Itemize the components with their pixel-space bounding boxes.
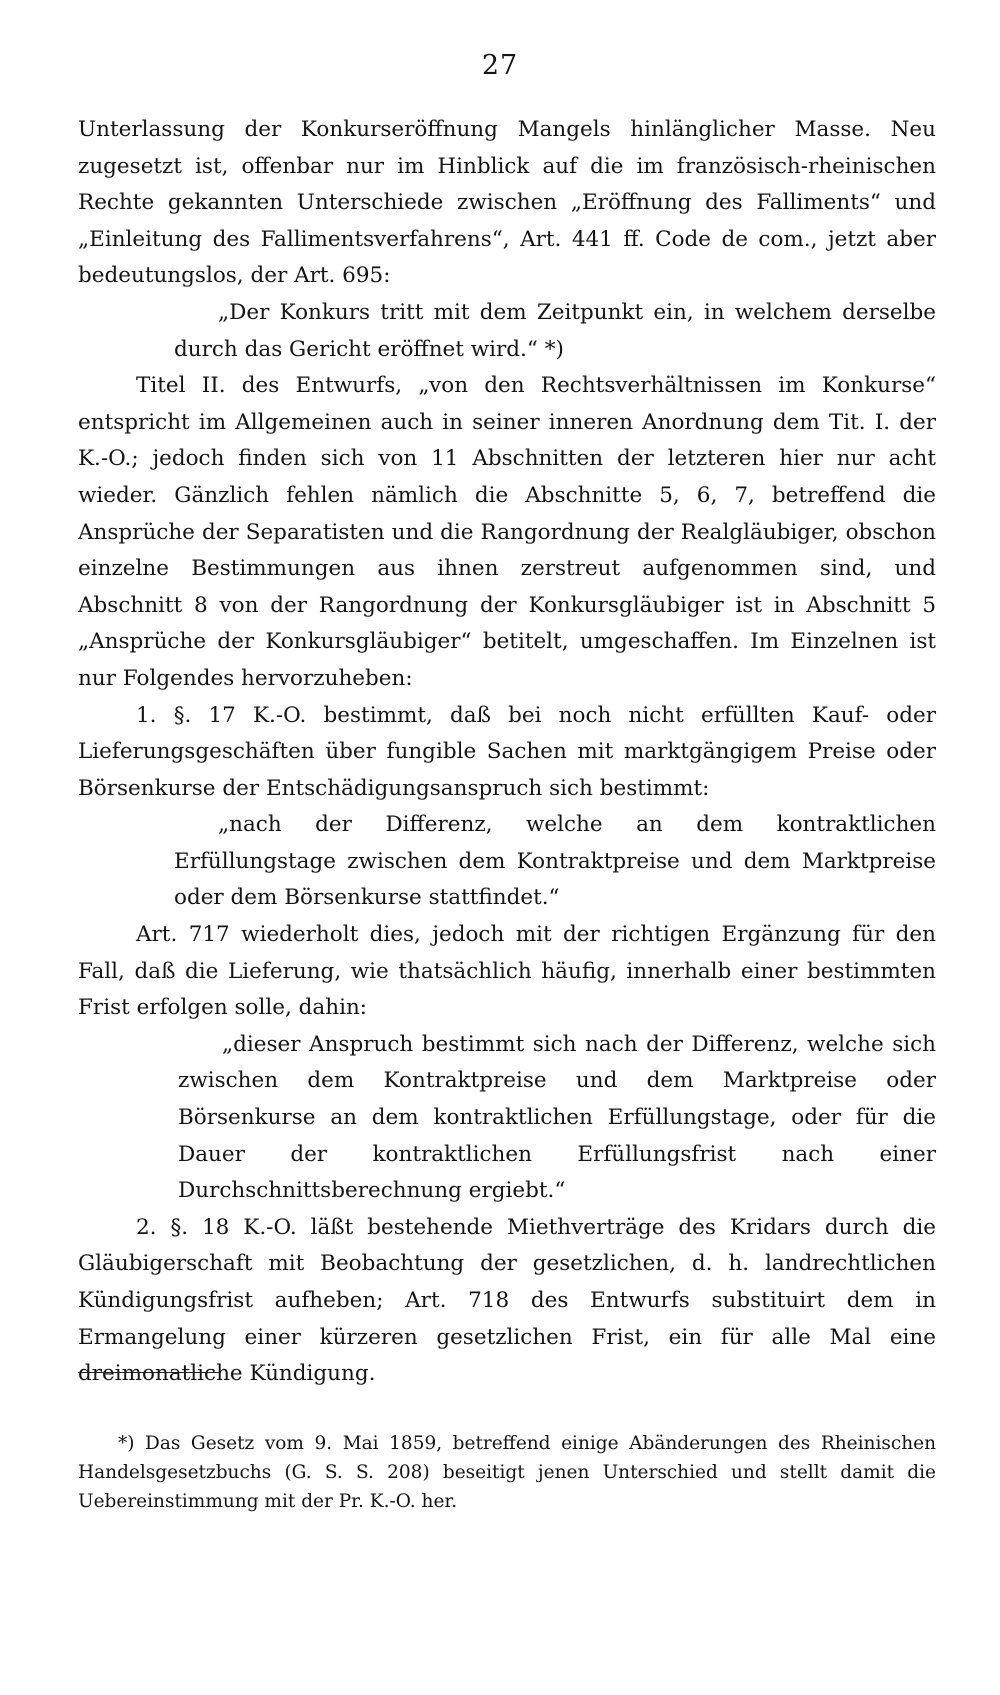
paragraph-point-2: 2. §. 18 K.-O. läßt bestehende Miethverträge des Kridars durch die Gläubigerschaft mit Beobachtung der gesetzlichen, d. h. landrechtlichen Kündigungsfrist aufheben; Art. 718 des Entwurfs substituirt dem in Ermangelung einer kürzeren gesetzlichen Frist, ein für alle Mal eine dreimonatliche Kündigung.: [78, 1214, 936, 1387]
quote-article-695: „Der Konkurs tritt mit dem Zeitpunkt ein, in welchem derselbe durch das Gericht eröffnet wird.“ *): [174, 299, 936, 362]
paragraph-point-1: 1. §. 17 K.-O. bestimmt, daß bei noch nicht erfüllten Kauf- oder Lieferungsgeschäften über fungible Sachen mit marktgängigem Preise oder Börsenkurse der Entschädigungsanspruch sich bestimmt:: [78, 702, 936, 801]
quote-differenz: „nach der Differenz, welche an dem kontraktlichen Erfüllungstage zwischen dem Kontraktpreise und dem Marktpreise oder dem Börsenkurse stattfindet.“: [174, 812, 936, 911]
page-number: 27: [481, 50, 519, 81]
footnote-divider: [78, 1372, 220, 1373]
paragraph-intro: Unterlassung der Konkurseröffnung Mangels hinlänglicher Masse. Neu zugesetzt ist, offenbar nur im Hinblick auf die im französisch-rheinischen Rechte gekannten Unterschiede zwischen „Eröffnung des Falliments“ und „Einleitung des Fallimentsverfahrens“, Art. 441 ff. Code de com., jetzt aber bedeutungslos, der Art. 695:: [78, 117, 936, 289]
quote-anspruch: „dieser Anspruch bestimmt sich nach der Differenz, welche sich zwischen dem Kontraktpreise und dem Marktpreise oder Börsenkurse an dem kontraktlichen Erfüllungstage, oder für die Dauer der kontraktlichen Erfüllungsfrist nach einer Durchschnittsberechnung ergiebt.“: [178, 1031, 936, 1204]
paragraph-titel-ii: Titel II. des Entwurfs, „von den Rechtsverhältnissen im Konkurse“ entspricht im Allgemeinen auch in seiner inneren Anordnung dem Tit. I. der K.-O.; jedoch finden sich von 11 Abschnitten der letzteren hier nur acht wieder. Gänzlich fehlen nämlich die Abschnitte 5, 6, 7, betreffend die Ansprüche der Separatisten und die Rangordnung der Realgläubiger, obschon einzelne Bestimmungen aus ihnen zerstreut aufgenommen sind, und Abschnitt 8 von der Rangordnung der Konkursgläubiger ist in Abschnitt 5 „Ansprüche der Konkursgläubiger“ betitelt, umgeschaffen. Im Einzelnen ist nur Folgendes hervorzuheben:: [78, 373, 936, 691]
paragraph-article-717: Art. 717 wiederholt dies, jedoch mit der richtigen Ergänzung für den Fall, daß die Lieferung, wie thatsächlich häufig, innerhalb einer bestimmten Frist erfolgen solle, dahin:: [78, 922, 936, 1021]
footnote: *) Das Gesetz vom 9. Mai 1859, betreffend einige Abänderungen des Rheinischen Handelsgesetzbuchs (G. S. S. 208) beseitigt jenen Unterschied und stellt damit die Uebereinstimmung mit der Pr. K.-O. her.: [78, 1432, 936, 1512]
body-text: [78, 112, 936, 1393]
